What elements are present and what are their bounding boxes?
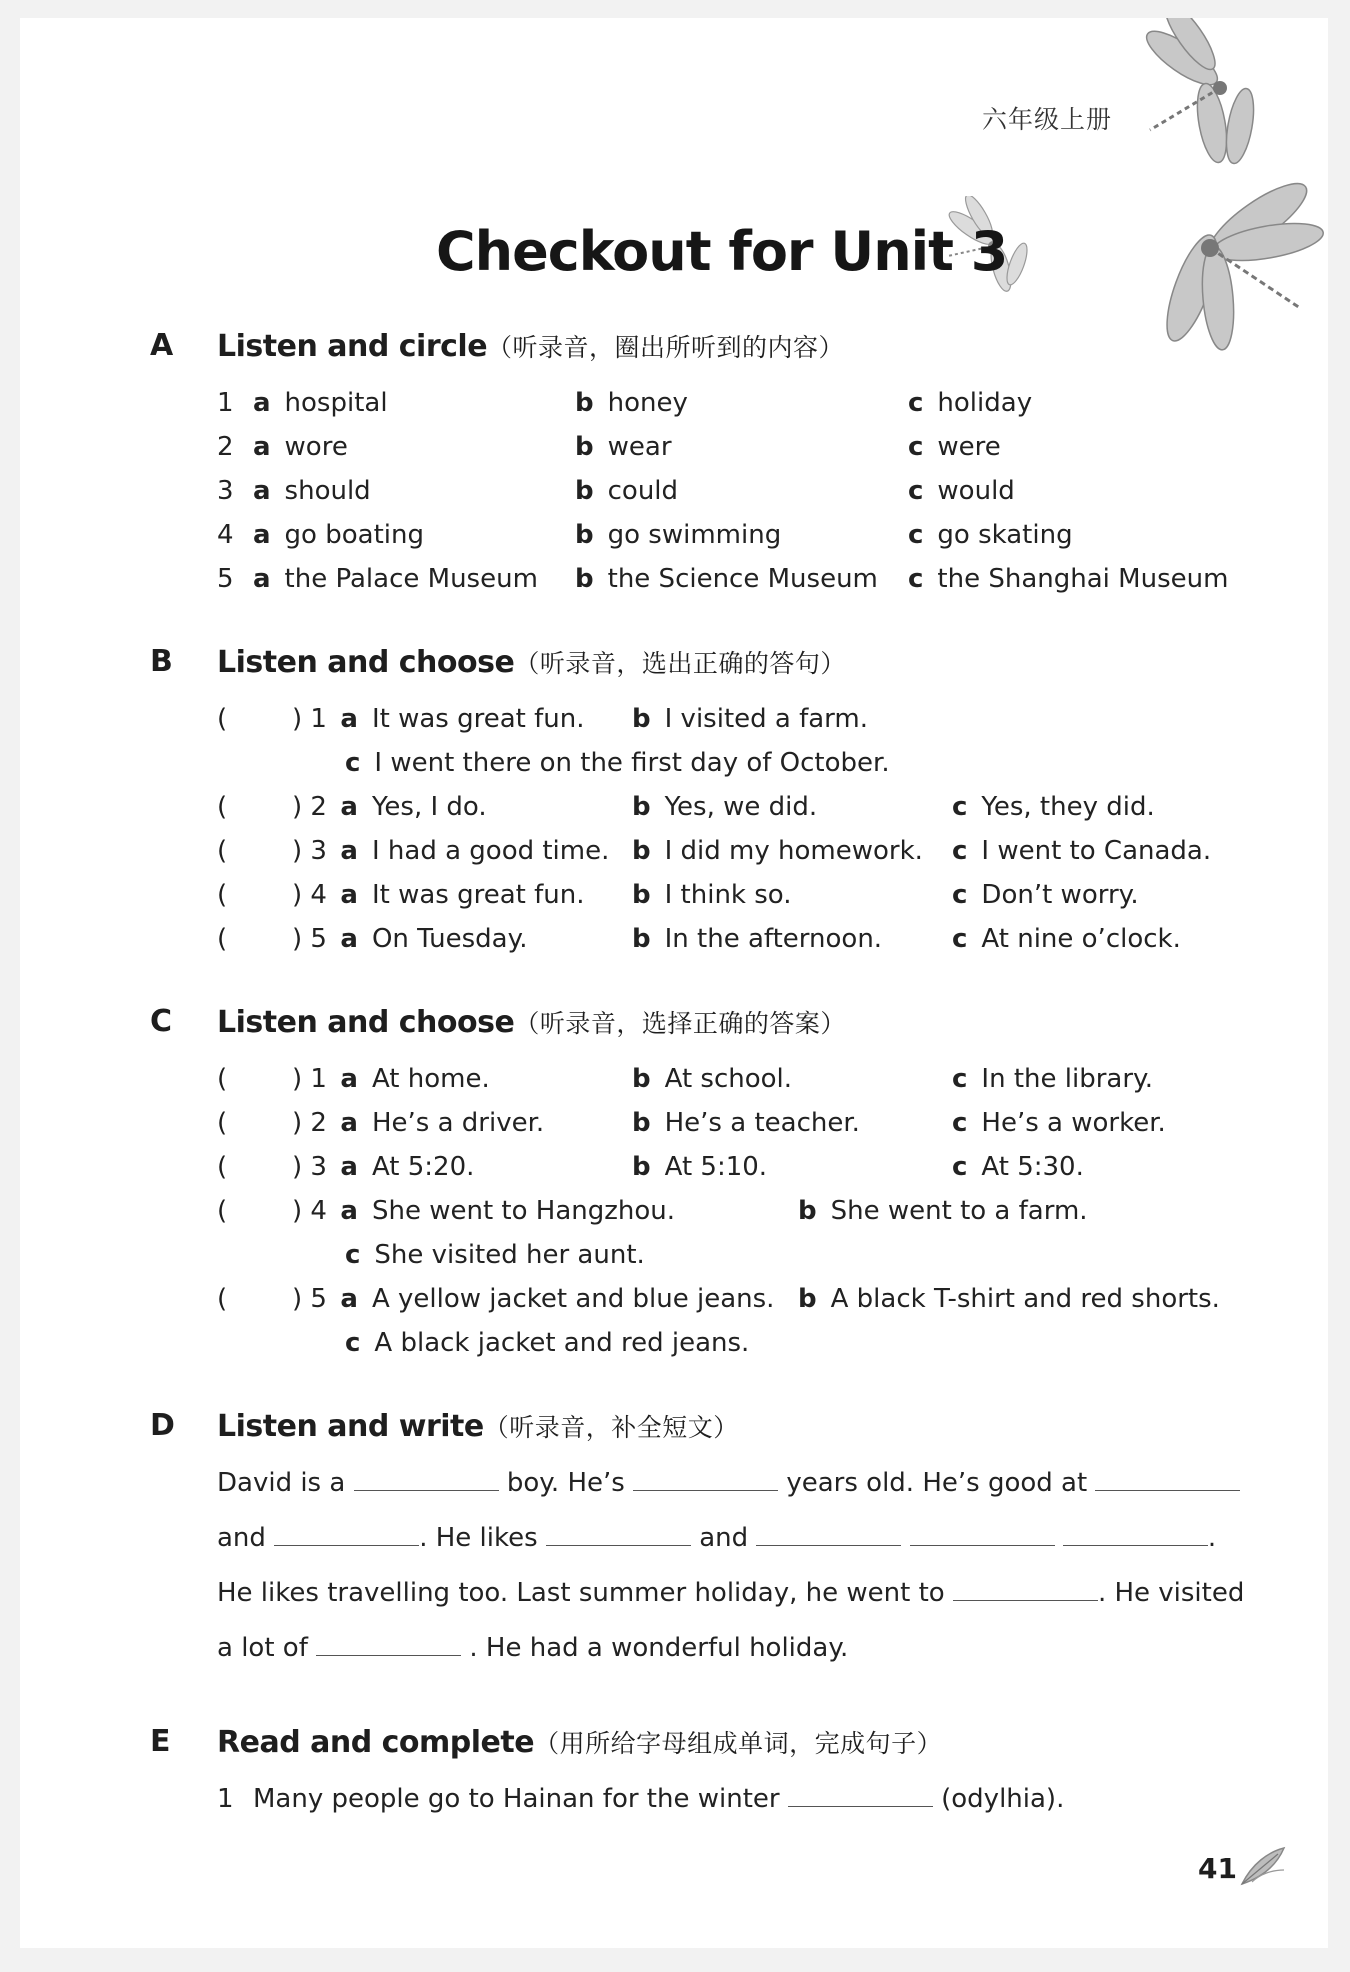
passage-text: . He likes bbox=[419, 1523, 538, 1553]
item-number: 2 bbox=[310, 792, 327, 822]
option-label: c bbox=[952, 792, 968, 822]
fill-blank[interactable] bbox=[316, 1633, 461, 1656]
option-a-text: At home. bbox=[371, 1064, 490, 1094]
option-a-text: He’s a driver. bbox=[371, 1108, 545, 1138]
option-label: c bbox=[952, 1152, 968, 1182]
option-b-text: I visited a farm. bbox=[664, 704, 869, 734]
section-c-row-5 bbox=[292, 1284, 774, 1314]
section-c-row-5-b bbox=[798, 1284, 1220, 1314]
option-c-text: He’s a worker. bbox=[981, 1108, 1166, 1138]
option-b-text: honey bbox=[607, 388, 688, 418]
section-b-row-5 bbox=[292, 924, 528, 954]
option-c-text: I went there on the first day of October. bbox=[374, 748, 890, 778]
section-b-note: （听录音，选出正确的答句） bbox=[514, 649, 846, 678]
option-label: c bbox=[908, 388, 924, 418]
option-a-text: go boating bbox=[284, 520, 424, 550]
section-b-row-4 bbox=[292, 880, 585, 910]
option-b-text: I think so. bbox=[664, 880, 792, 910]
answer-bracket-open[interactable]: ( bbox=[217, 836, 228, 866]
section-b-row-3 bbox=[292, 836, 609, 866]
section-a-row-5 bbox=[217, 564, 538, 594]
dragonfly-decoration-large bbox=[1100, 18, 1328, 358]
section-a-row-4 bbox=[217, 520, 424, 550]
section-c-row-3 bbox=[292, 1152, 474, 1182]
section-b-row-2-b bbox=[632, 792, 817, 822]
option-a-text: hospital bbox=[284, 388, 388, 418]
section-c-row-1-c bbox=[952, 1064, 1153, 1094]
section-e-note: （用所给字母组成单词，完成句子） bbox=[534, 1729, 943, 1758]
option-label: a bbox=[253, 564, 271, 594]
fill-blank[interactable] bbox=[274, 1523, 419, 1546]
option-label: a bbox=[340, 704, 358, 734]
option-b-text: the Science Museum bbox=[607, 564, 878, 594]
option-label: a bbox=[253, 476, 271, 506]
option-c-text: Yes, they did. bbox=[981, 792, 1155, 822]
section-c-row-4-b bbox=[798, 1196, 1088, 1226]
section-c-row-1-b bbox=[632, 1064, 792, 1094]
fill-blank[interactable] bbox=[546, 1523, 691, 1546]
answer-bracket-open[interactable]: ( bbox=[217, 1284, 228, 1314]
leaf-icon bbox=[1238, 1844, 1288, 1888]
option-label: c bbox=[908, 432, 924, 462]
option-b-text: He’s a teacher. bbox=[664, 1108, 860, 1138]
section-b-row-1-b bbox=[632, 704, 868, 734]
option-label: a bbox=[253, 388, 271, 418]
paren-close: ) bbox=[292, 1152, 303, 1182]
section-b-row-3-c bbox=[952, 836, 1211, 866]
answer-bracket-open[interactable]: ( bbox=[217, 1152, 228, 1182]
answer-bracket-open[interactable]: ( bbox=[217, 1196, 228, 1226]
item-number: 4 bbox=[217, 520, 234, 550]
passage-text: a lot of bbox=[217, 1633, 308, 1663]
option-label: c bbox=[952, 1108, 968, 1138]
section-d-line-2 bbox=[217, 1523, 1216, 1553]
section-d-heading bbox=[217, 1408, 739, 1444]
section-d-line-4 bbox=[217, 1633, 848, 1663]
paren-close: ) bbox=[292, 836, 303, 866]
option-b-text: At 5:10. bbox=[664, 1152, 768, 1182]
option-b-text: I did my homework. bbox=[664, 836, 923, 866]
section-d-letter: D bbox=[150, 1408, 175, 1443]
option-a-text: It was great fun. bbox=[371, 704, 585, 734]
answer-bracket-open[interactable]: ( bbox=[217, 704, 228, 734]
section-a-row-5-c bbox=[908, 564, 1228, 594]
page-title: Checkout for Unit 3 bbox=[436, 220, 1008, 283]
option-a-text: wore bbox=[284, 432, 348, 462]
passage-text: David is a bbox=[217, 1468, 346, 1498]
option-c-text: were bbox=[937, 432, 1001, 462]
option-c-text: In the library. bbox=[981, 1064, 1153, 1094]
passage-text: boy. He’s bbox=[506, 1468, 625, 1498]
section-c-row-3-b bbox=[632, 1152, 767, 1182]
item-number: 1 bbox=[310, 1064, 327, 1094]
section-a-row-3 bbox=[217, 476, 371, 506]
option-label: b bbox=[575, 432, 594, 462]
section-a-heading bbox=[217, 328, 844, 364]
item-number: 5 bbox=[217, 564, 234, 594]
option-a-text: the Palace Museum bbox=[284, 564, 538, 594]
section-e-title: Read and complete bbox=[217, 1725, 535, 1760]
option-label: c bbox=[345, 1240, 361, 1270]
section-a-row-5-b bbox=[575, 564, 878, 594]
option-b-text: Yes, we did. bbox=[664, 792, 818, 822]
option-c-text: She visited her aunt. bbox=[374, 1240, 645, 1270]
option-label: a bbox=[340, 1152, 358, 1182]
option-a-text: A yellow jacket and blue jeans. bbox=[371, 1284, 775, 1314]
passage-text: and bbox=[699, 1523, 749, 1553]
option-label: c bbox=[952, 924, 968, 954]
section-c-row-1 bbox=[292, 1064, 490, 1094]
section-d-note: （听录音，补全短文） bbox=[483, 1413, 739, 1442]
option-label: a bbox=[340, 1196, 358, 1226]
option-label: b bbox=[632, 704, 651, 734]
option-b-text: go swimming bbox=[607, 520, 782, 550]
option-a-text: should bbox=[284, 476, 371, 506]
option-label: a bbox=[340, 924, 358, 954]
option-a-text: It was great fun. bbox=[371, 880, 585, 910]
answer-bracket-open[interactable]: ( bbox=[217, 880, 228, 910]
section-c-row-4-c bbox=[345, 1240, 645, 1270]
section-b-row-2-c bbox=[952, 792, 1155, 822]
section-c-heading bbox=[217, 1004, 846, 1040]
page-number: 41 bbox=[1198, 1852, 1237, 1885]
option-label: c bbox=[952, 880, 968, 910]
section-c-title: Listen and choose bbox=[217, 1005, 515, 1040]
section-c-note: （听录音，选择正确的答案） bbox=[514, 1009, 846, 1038]
section-a-row-2 bbox=[217, 432, 348, 462]
option-a-text: On Tuesday. bbox=[371, 924, 528, 954]
option-label: b bbox=[632, 880, 651, 910]
option-c-text: Don’t worry. bbox=[981, 880, 1139, 910]
option-label: a bbox=[253, 432, 271, 462]
section-b-letter: B bbox=[150, 644, 173, 679]
section-a-row-4-c bbox=[908, 520, 1073, 550]
option-label: c bbox=[345, 1328, 361, 1358]
sentence-text: Many people go to Hainan for the winter bbox=[253, 1784, 780, 1814]
section-b-row-4-c bbox=[952, 880, 1139, 910]
option-c-text: the Shanghai Museum bbox=[937, 564, 1229, 594]
section-c-row-5-c bbox=[345, 1328, 749, 1358]
item-number: 1 bbox=[217, 1784, 234, 1814]
item-number: 5 bbox=[310, 924, 327, 954]
passage-text: and bbox=[217, 1523, 266, 1553]
section-d-title: Listen and write bbox=[217, 1409, 484, 1444]
section-a-row-3-c bbox=[908, 476, 1015, 506]
option-label: c bbox=[908, 476, 924, 506]
paren-close: ) bbox=[292, 1064, 303, 1094]
paren-close: ) bbox=[292, 1108, 303, 1138]
fill-blank[interactable] bbox=[910, 1523, 1055, 1546]
item-number: 1 bbox=[217, 388, 234, 418]
option-label: b bbox=[575, 388, 594, 418]
item-number: 3 bbox=[310, 1152, 327, 1182]
option-label: b bbox=[575, 476, 594, 506]
paren-close: ) bbox=[292, 880, 303, 910]
option-a-text: At 5:20. bbox=[371, 1152, 475, 1182]
option-label: c bbox=[908, 564, 924, 594]
passage-text: . He had a wonderful holiday. bbox=[469, 1633, 849, 1663]
option-b-text: A black T-shirt and red shorts. bbox=[830, 1284, 1220, 1314]
section-b-row-3-b bbox=[632, 836, 923, 866]
option-label: a bbox=[340, 836, 358, 866]
fill-blank[interactable] bbox=[1063, 1523, 1208, 1546]
option-label: a bbox=[340, 792, 358, 822]
option-label: b bbox=[632, 836, 651, 866]
item-number: 2 bbox=[217, 432, 234, 462]
answer-bracket-open[interactable]: ( bbox=[217, 792, 228, 822]
option-c-text: At nine o’clock. bbox=[981, 924, 1181, 954]
answer-bracket-open[interactable]: ( bbox=[217, 1064, 228, 1094]
option-b-text: At school. bbox=[664, 1064, 793, 1094]
section-c-row-2-c bbox=[952, 1108, 1166, 1138]
option-label: b bbox=[632, 1152, 651, 1182]
option-b-text: In the afternoon. bbox=[664, 924, 883, 954]
option-c-text: holiday bbox=[937, 388, 1033, 418]
section-a-note: （听录音，圈出所听到的内容） bbox=[487, 333, 845, 362]
option-label: a bbox=[340, 1108, 358, 1138]
section-c-row-3-c bbox=[952, 1152, 1084, 1182]
item-number: 4 bbox=[310, 880, 327, 910]
section-e-item-1 bbox=[217, 1784, 1064, 1814]
option-b-text: She went to a farm. bbox=[830, 1196, 1088, 1226]
passage-text: He likes travelling too. Last summer holiday, he went to bbox=[217, 1578, 945, 1608]
section-b-row-5-b bbox=[632, 924, 882, 954]
option-c-text: A black jacket and red jeans. bbox=[374, 1328, 750, 1358]
option-label: b bbox=[632, 1108, 651, 1138]
fill-blank[interactable] bbox=[354, 1468, 499, 1491]
item-number: 1 bbox=[310, 704, 327, 734]
item-number: 4 bbox=[310, 1196, 327, 1226]
option-c-text: At 5:30. bbox=[981, 1152, 1084, 1182]
option-label: b bbox=[632, 1064, 651, 1094]
option-label: c bbox=[345, 748, 361, 778]
option-c-text: would bbox=[937, 476, 1015, 506]
option-b-text: could bbox=[607, 476, 679, 506]
option-b-text: wear bbox=[607, 432, 672, 462]
section-b-heading bbox=[217, 644, 846, 680]
fill-blank[interactable] bbox=[788, 1784, 933, 1807]
section-a-row-1-b bbox=[575, 388, 688, 418]
section-b-row-1-c bbox=[345, 748, 890, 778]
option-label: b bbox=[798, 1284, 817, 1314]
option-label: c bbox=[952, 836, 968, 866]
section-d-line-1 bbox=[217, 1468, 1240, 1498]
section-a-row-2-c bbox=[908, 432, 1001, 462]
option-a-text: I had a good time. bbox=[371, 836, 610, 866]
section-e-heading bbox=[217, 1724, 942, 1760]
section-b-row-1 bbox=[292, 704, 585, 734]
section-a-row-1 bbox=[217, 388, 388, 418]
fill-blank[interactable] bbox=[756, 1523, 901, 1546]
section-b-title: Listen and choose bbox=[217, 645, 515, 680]
section-c-row-2-b bbox=[632, 1108, 860, 1138]
option-label: c bbox=[908, 520, 924, 550]
section-b-row-2 bbox=[292, 792, 487, 822]
option-label: c bbox=[952, 1064, 968, 1094]
option-label: a bbox=[253, 520, 271, 550]
section-a-row-1-c bbox=[908, 388, 1032, 418]
section-a-row-4-b bbox=[575, 520, 781, 550]
option-c-text: I went to Canada. bbox=[981, 836, 1212, 866]
option-a-text: She went to Hangzhou. bbox=[371, 1196, 676, 1226]
option-label: a bbox=[340, 880, 358, 910]
option-label: b bbox=[632, 924, 651, 954]
section-d-line-3 bbox=[217, 1578, 1244, 1608]
section-e-letter: E bbox=[150, 1724, 171, 1759]
answer-bracket-open[interactable]: ( bbox=[217, 1108, 228, 1138]
option-label: a bbox=[340, 1284, 358, 1314]
passage-text: . He visited bbox=[1097, 1578, 1245, 1608]
option-label: b bbox=[575, 520, 594, 550]
option-label: a bbox=[340, 1064, 358, 1094]
item-number: 3 bbox=[310, 836, 327, 866]
section-c-letter: C bbox=[150, 1004, 173, 1039]
section-c-row-4 bbox=[292, 1196, 675, 1226]
option-label: b bbox=[632, 792, 651, 822]
paren-close: ) bbox=[292, 704, 303, 734]
item-number: 3 bbox=[217, 476, 234, 506]
fill-blank[interactable] bbox=[1095, 1468, 1240, 1491]
fill-blank[interactable] bbox=[633, 1468, 778, 1491]
section-b-row-4-b bbox=[632, 880, 792, 910]
option-label: b bbox=[798, 1196, 817, 1226]
option-a-text: Yes, I do. bbox=[371, 792, 487, 822]
section-a-row-2-b bbox=[575, 432, 672, 462]
grade-label: 六年级上册 bbox=[982, 105, 1113, 134]
section-a-row-3-b bbox=[575, 476, 678, 506]
section-a-letter: A bbox=[150, 328, 174, 363]
fill-blank[interactable] bbox=[953, 1578, 1098, 1601]
answer-bracket-open[interactable]: ( bbox=[217, 924, 228, 954]
paren-close: ) bbox=[292, 792, 303, 822]
item-number: 2 bbox=[310, 1108, 327, 1138]
passage-text: . bbox=[1207, 1523, 1217, 1553]
sentence-text: (odylhia). bbox=[941, 1784, 1065, 1814]
section-a-title: Listen and circle bbox=[217, 329, 488, 364]
option-label: b bbox=[575, 564, 594, 594]
paren-close: ) bbox=[292, 1284, 303, 1314]
option-c-text: go skating bbox=[937, 520, 1073, 550]
item-number: 5 bbox=[310, 1284, 327, 1314]
passage-text: years old. He’s good at bbox=[786, 1468, 1088, 1498]
section-c-row-2 bbox=[292, 1108, 544, 1138]
workbook-page bbox=[20, 18, 1328, 1948]
paren-close: ) bbox=[292, 924, 303, 954]
section-b-row-5-c bbox=[952, 924, 1181, 954]
paren-close: ) bbox=[292, 1196, 303, 1226]
